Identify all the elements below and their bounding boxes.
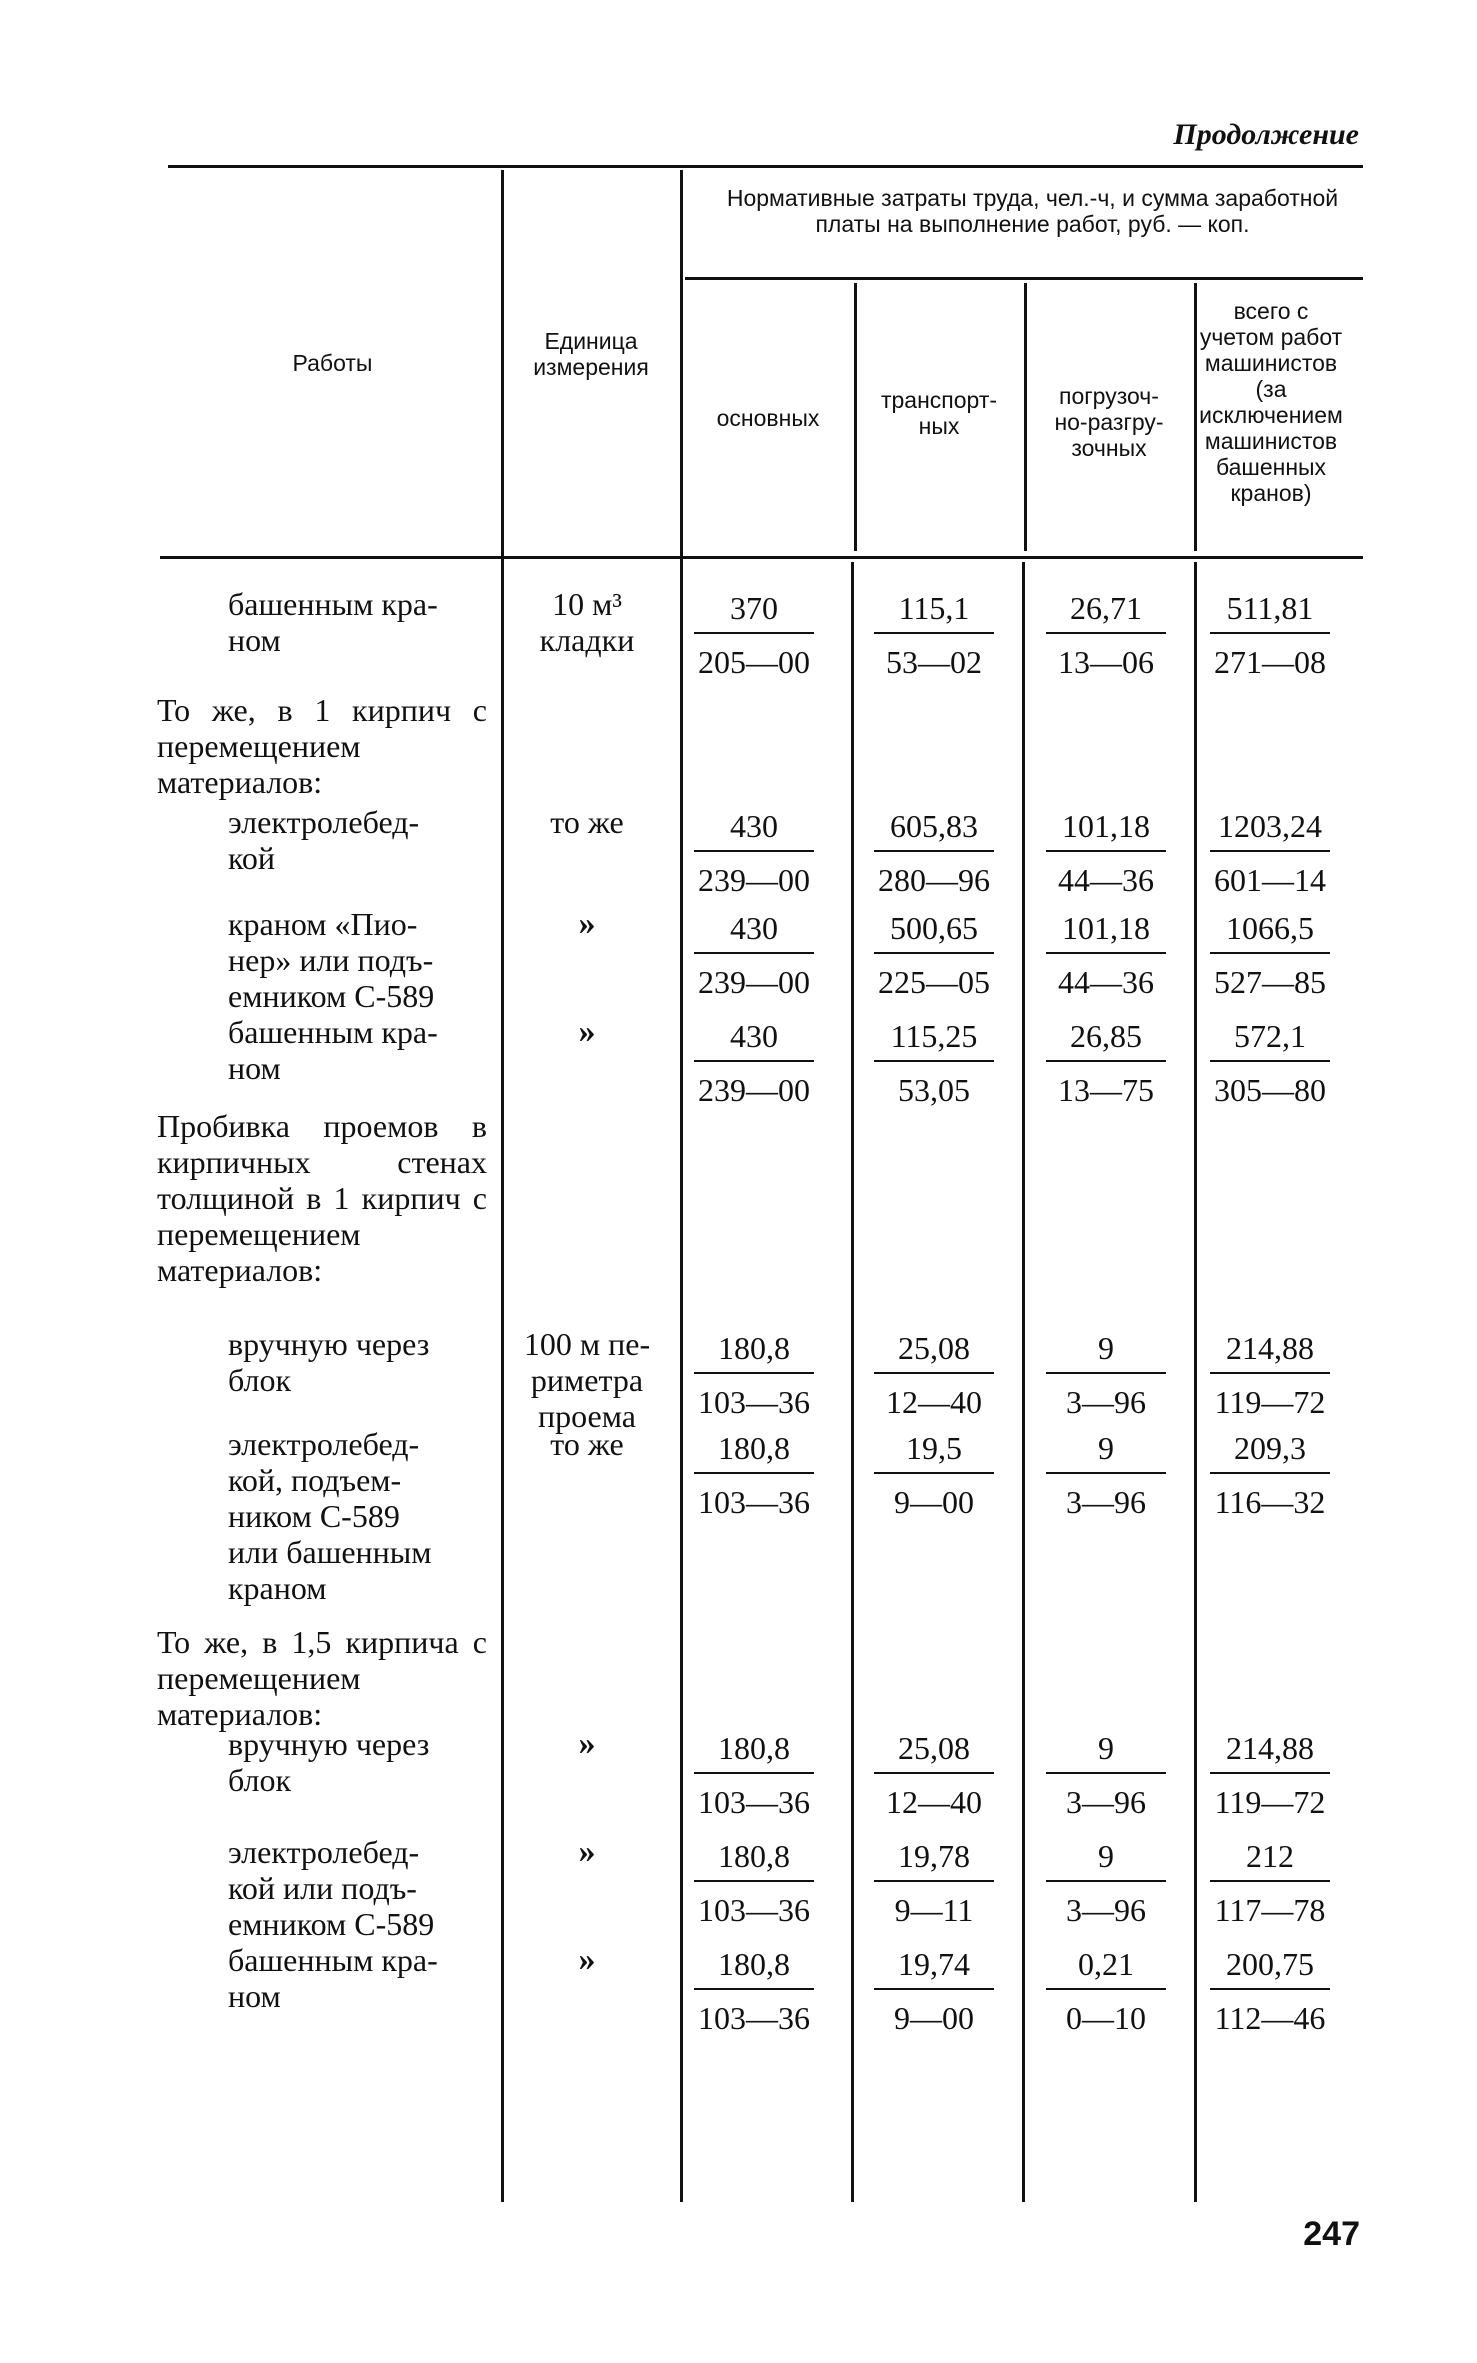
wage-value: 3—96	[1066, 1484, 1146, 1520]
fraction-bar	[1210, 1060, 1330, 1062]
table-row-work: башенным кра- ном	[228, 1942, 438, 2014]
labor-hours-value: 430	[730, 808, 778, 844]
value-loading	[1046, 1330, 1166, 1424]
value-transport	[874, 1730, 994, 1824]
wage-value: 44—36	[1058, 964, 1154, 1000]
labor-hours-value: 430	[730, 1018, 778, 1054]
fraction-bar	[1046, 1372, 1166, 1374]
wage-value: 103—36	[698, 2000, 810, 2036]
column-divider-basic-body	[851, 562, 854, 2202]
fraction-bar	[1046, 1772, 1166, 1774]
labor-hours-value: 430	[730, 910, 778, 946]
labor-hours-value: 1066,5	[1226, 910, 1314, 946]
labor-hours-value: 1203,24	[1218, 808, 1322, 844]
labor-hours-value: 115,1	[898, 590, 970, 626]
wage-value: 0—10	[1066, 2000, 1146, 2036]
fraction-bar	[874, 1060, 994, 1062]
fraction-bar	[1210, 1988, 1330, 1990]
value-transport	[874, 1430, 994, 1524]
fraction-bar	[874, 1472, 994, 1474]
wage-value: 271—08	[1214, 644, 1326, 680]
labor-hours-value: 180,8	[718, 1330, 790, 1366]
table-row-work: краном «Пио- нер» или подъ- емником С-589	[228, 906, 435, 1014]
table-row-work: башенным кра- ном	[228, 586, 438, 658]
labor-hours-value: 26,71	[1070, 590, 1142, 626]
header-work: Работы	[292, 350, 373, 376]
labor-hours-value: 9	[1098, 1838, 1114, 1874]
table-row-work: Пробивка проемов в кирпичных стенах толщиной в 1 кирпич с перемещением материалов:	[157, 1108, 487, 1288]
value-basic	[694, 910, 814, 1004]
fraction-bar	[1210, 952, 1330, 954]
fraction-bar	[694, 850, 814, 852]
labor-hours-value: 115,25	[890, 1018, 978, 1054]
value-total	[1210, 910, 1330, 1004]
wage-value: 53—02	[886, 644, 982, 680]
wage-value: 3—96	[1066, 1892, 1146, 1928]
fraction-bar	[694, 1372, 814, 1374]
table-row-unit: то же	[550, 804, 624, 840]
wage-value: 9—11	[894, 1892, 974, 1928]
fraction-bar	[874, 1880, 994, 1882]
wage-value: 13—75	[1058, 1072, 1154, 1108]
column-divider-basic	[854, 283, 857, 551]
table-row-work: То же, в 1,5 кирпича с перемещением материалов:	[157, 1624, 487, 1732]
value-basic	[694, 1730, 814, 1824]
column-divider-transport-body	[1022, 562, 1025, 2202]
fraction-bar	[1046, 1060, 1166, 1062]
wage-value: 239—00	[698, 964, 810, 1000]
labor-hours-value: 209,3	[1234, 1430, 1306, 1466]
fraction-bar	[1210, 850, 1330, 852]
fraction-bar	[874, 850, 994, 852]
value-total	[1210, 1430, 1330, 1524]
page-number: 247	[1303, 2215, 1360, 2253]
table-row-unit: то же	[550, 1426, 624, 1462]
wage-value: 527—85	[1214, 964, 1326, 1000]
column-divider-work	[501, 170, 504, 2202]
fraction-bar	[694, 1060, 814, 1062]
labor-hours-value: 101,18	[1062, 808, 1150, 844]
header-basic: основных	[716, 405, 820, 431]
value-basic	[694, 1330, 814, 1424]
table-row-unit: »	[578, 1725, 596, 1762]
fraction-bar	[1210, 632, 1330, 634]
table-row-unit: »	[578, 1833, 596, 1870]
wage-value: 239—00	[698, 862, 810, 898]
value-total	[1210, 1838, 1330, 1932]
labor-hours-value: 180,8	[718, 1430, 790, 1466]
value-basic	[694, 1838, 814, 1932]
wage-value: 119—72	[1214, 1384, 1326, 1420]
value-basic	[694, 808, 814, 902]
table-row-unit: 100 м пе- риметра проема	[523, 1326, 651, 1434]
table-row-work: электролебед- кой, подъем- ником С-589 или башенным краном	[228, 1426, 432, 1606]
wage-value: 3—96	[1066, 1784, 1146, 1820]
value-total	[1210, 1730, 1330, 1824]
wage-value: 13—06	[1058, 644, 1154, 680]
table-top-rule	[168, 165, 1363, 168]
wage-value: 225—05	[878, 964, 990, 1000]
value-loading	[1046, 1018, 1166, 1112]
wage-value: 239—00	[698, 1072, 810, 1108]
wage-value: 112—46	[1214, 2000, 1326, 2036]
header-total: всего с учетом работ машинистов (за исключением машинистов башенных кранов)	[1199, 298, 1343, 506]
fraction-bar	[874, 1988, 994, 1990]
labor-hours-value: 19,5	[906, 1430, 962, 1466]
column-divider-loading-body	[1194, 562, 1197, 2202]
labor-hours-value: 25,08	[898, 1330, 970, 1366]
fraction-bar	[1210, 1880, 1330, 1882]
wage-value: 103—36	[698, 1784, 810, 1820]
value-loading	[1046, 808, 1166, 902]
wage-value: 280—96	[878, 862, 990, 898]
table-row-work: электролебед- кой	[228, 804, 420, 876]
value-total	[1210, 1330, 1330, 1424]
value-total	[1210, 808, 1330, 902]
header-group-title: Нормативные затраты труда, чел.-ч, и сумма заработной платы на выполнение работ, руб. — коп.	[726, 185, 1339, 237]
table-row-work: электролебед- кой или подъ- емником С-589	[228, 1834, 435, 1942]
labor-hours-value: 200,75	[1226, 1946, 1314, 1982]
fraction-bar	[1046, 1880, 1166, 1882]
table-row-work: вручную через блок	[228, 1326, 430, 1398]
labor-hours-value: 101,18	[1062, 910, 1150, 946]
value-total	[1210, 590, 1330, 684]
value-transport	[874, 1946, 994, 2040]
table-row-unit: »	[578, 1941, 596, 1978]
wage-value: 305—80	[1214, 1072, 1326, 1108]
fraction-bar	[694, 1988, 814, 1990]
wage-value: 3—96	[1066, 1384, 1146, 1420]
header-loading: погрузоч- но-разгру- зочных	[1054, 383, 1164, 461]
fraction-bar	[1046, 1472, 1166, 1474]
wage-value: 103—36	[698, 1892, 810, 1928]
fraction-bar	[1210, 1772, 1330, 1774]
value-basic	[694, 1430, 814, 1524]
fraction-bar	[1046, 850, 1166, 852]
wage-value: 12—40	[886, 1784, 982, 1820]
fraction-bar	[874, 1372, 994, 1374]
table-row-unit: »	[578, 1013, 596, 1050]
value-basic	[694, 590, 814, 684]
labor-hours-value: 180,8	[718, 1946, 790, 1982]
wage-value: 103—36	[698, 1484, 810, 1520]
labor-hours-value: 9	[1098, 1430, 1114, 1466]
header-transport: транспорт- ных	[880, 387, 998, 439]
labor-hours-value: 180,8	[718, 1838, 790, 1874]
wage-value: 601—14	[1214, 862, 1326, 898]
wage-value: 53,05	[898, 1072, 970, 1108]
wage-value: 9—00	[894, 2000, 974, 2036]
value-loading	[1046, 590, 1166, 684]
table-row-unit: »	[578, 905, 596, 942]
fraction-bar	[694, 1772, 814, 1774]
header-unit: Единица измерения	[533, 328, 649, 380]
fraction-bar	[1046, 1988, 1166, 1990]
fraction-bar	[1210, 1372, 1330, 1374]
header-bottom-rule	[160, 556, 1363, 559]
wage-value: 103—36	[698, 1384, 810, 1420]
labor-hours-value: 500,65	[890, 910, 978, 946]
fraction-bar	[1046, 952, 1166, 954]
table-row-work: башенным кра- ном	[228, 1014, 438, 1086]
labor-hours-value: 19,78	[898, 1838, 970, 1874]
value-transport	[874, 590, 994, 684]
labor-hours-value: 214,88	[1226, 1330, 1314, 1366]
fraction-bar	[694, 1472, 814, 1474]
value-total	[1210, 1018, 1330, 1112]
column-divider-unit	[680, 170, 683, 2202]
wage-value: 9—00	[894, 1484, 974, 1520]
labor-hours-value: 9	[1098, 1730, 1114, 1766]
labor-hours-value: 0,21	[1078, 1946, 1134, 1982]
value-loading	[1046, 1838, 1166, 1932]
labor-hours-value: 511,81	[1226, 590, 1314, 626]
table-row-unit: 10 м³ кладки	[539, 586, 635, 658]
wage-value: 119—72	[1214, 1784, 1326, 1820]
labor-hours-value: 605,83	[890, 808, 978, 844]
value-basic	[694, 1018, 814, 1112]
value-loading	[1046, 1730, 1166, 1824]
labor-hours-value: 572,1	[1234, 1018, 1306, 1054]
wage-value: 44—36	[1058, 862, 1154, 898]
fraction-bar	[874, 1772, 994, 1774]
value-transport	[874, 1330, 994, 1424]
wage-value: 117—78	[1214, 1892, 1326, 1928]
labor-hours-value: 212	[1246, 1838, 1294, 1874]
fraction-bar	[694, 952, 814, 954]
fraction-bar	[694, 632, 814, 634]
labor-hours-value: 9	[1098, 1330, 1114, 1366]
value-total	[1210, 1946, 1330, 2040]
fraction-bar	[874, 632, 994, 634]
value-transport	[874, 1018, 994, 1112]
table-row-work: То же, в 1 кирпич с перемещением материалов:	[157, 692, 487, 800]
value-loading	[1046, 910, 1166, 1004]
wage-value: 116—32	[1214, 1484, 1326, 1520]
labor-hours-value: 180,8	[718, 1730, 790, 1766]
value-loading	[1046, 1946, 1166, 2040]
value-transport	[874, 910, 994, 1004]
group-header-rule	[685, 277, 1363, 280]
labor-hours-value: 370	[730, 590, 778, 626]
labor-hours-value: 214,88	[1226, 1730, 1314, 1766]
wage-value: 205—00	[698, 644, 810, 680]
table-row-work: вручную через блок	[228, 1726, 430, 1798]
fraction-bar	[1046, 632, 1166, 634]
labor-hours-value: 25,08	[898, 1730, 970, 1766]
fraction-bar	[1210, 1472, 1330, 1474]
value-transport	[874, 808, 994, 902]
column-divider-transport	[1024, 283, 1027, 551]
wage-value: 12—40	[886, 1384, 982, 1420]
value-basic	[694, 1946, 814, 2040]
fraction-bar	[694, 1880, 814, 1882]
fraction-bar	[874, 952, 994, 954]
value-transport	[874, 1838, 994, 1932]
continued-label: Продолжение	[1173, 118, 1359, 151]
value-loading	[1046, 1430, 1166, 1524]
labor-hours-value: 19,74	[898, 1946, 970, 1982]
labor-hours-value: 26,85	[1070, 1018, 1142, 1054]
